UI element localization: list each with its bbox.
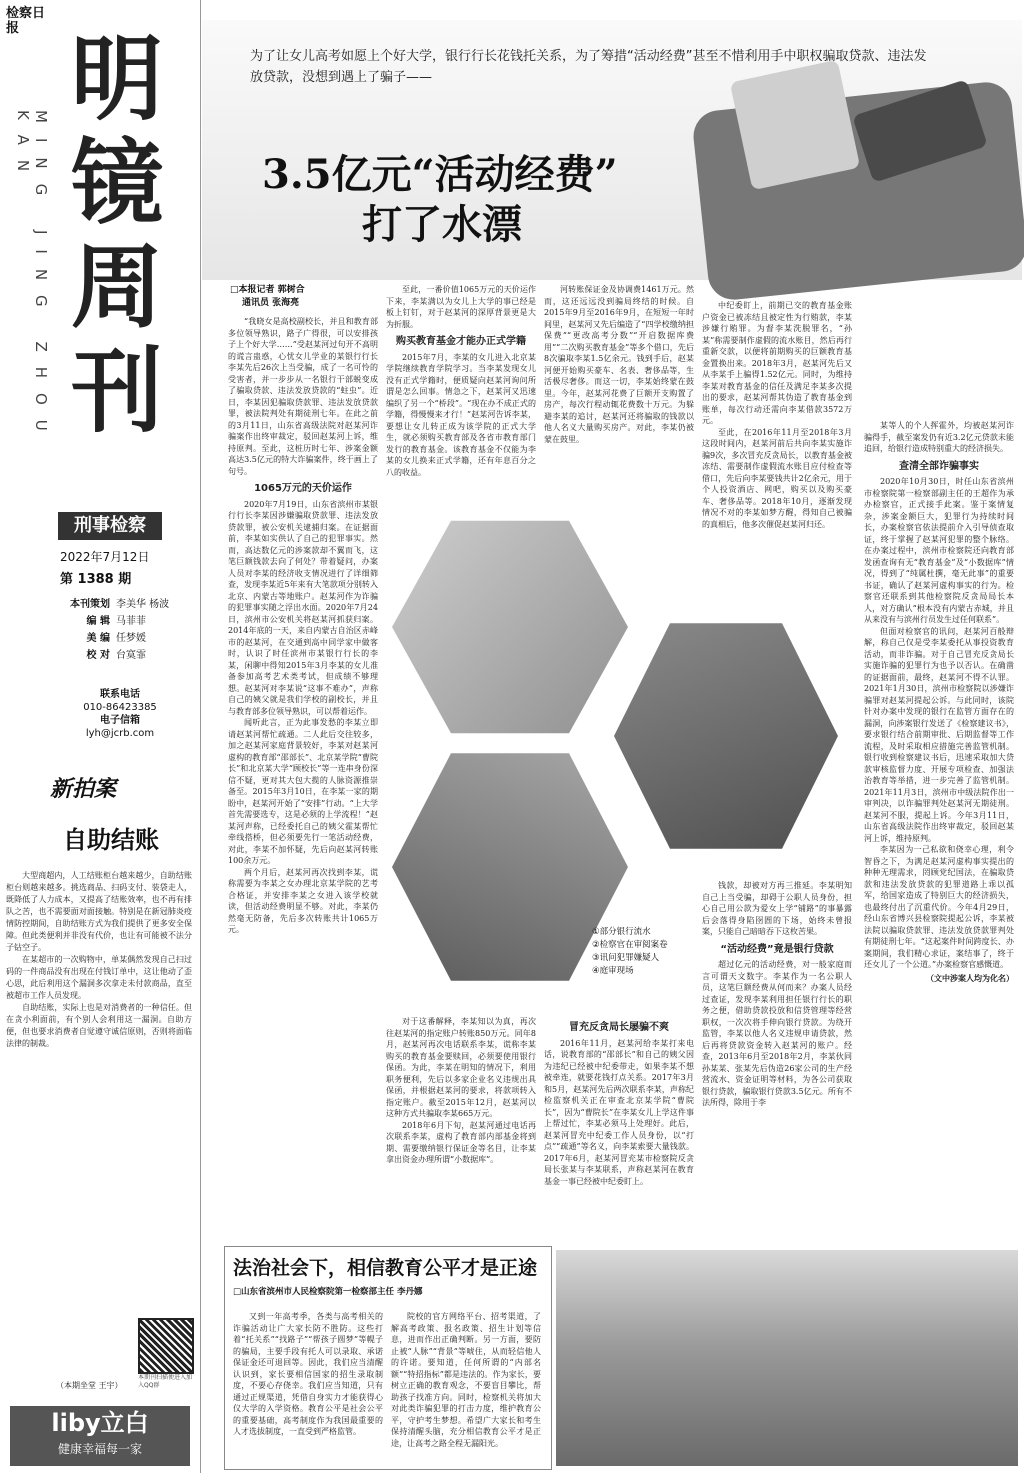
article-paragraph: 但面对检察官的讯问，赵某河百般辩解，称自己仅是受李某委托从事投资教育活动，而非诈骗。对于自己冒充反贪局长实施诈骗的犯罪行为也予以否认。在确凿的证据面前，最终，赵某河不得不认罪。2021年1月30日，滨州市检察院以涉嫌诈骗罪对赵某河提起公诉。与此同时，该院针对办案中发现的银行在监管方面存在的漏洞，向涉案银行发送了《检察建议书》，要求银行结合前期审批、后期监督等工作流程，及时采取相应措施完善监管机制。银行收到检察建议书后，迅速采取加大贷款审核监督力度、开展专项检查、加强法治教育等举措，进一步完善了监管机制。2021年11月3日，滨州市中级法院作出一审判决，以诈骗罪判处赵某河无期徒刑。赵某河不服，提起上诉。今年3月11日，山东省高级法院作出终审裁定，驳回赵某河上诉，维持原判。: [864, 626, 1014, 843]
contact-phone: 010-86423385: [83, 702, 157, 713]
caption-item: ②检察官在审阅案卷: [592, 940, 668, 950]
section-heading: 冒充反贪局长屡骗不爽: [569, 1022, 669, 1033]
credit-row: [40, 630, 190, 647]
photo-courtroom: [556, 1250, 1018, 1466]
article-column-3: [544, 284, 694, 504]
title-char-3: 周: [70, 234, 163, 341]
credit-value: 李美华 杨波: [116, 599, 170, 610]
article-paragraph: 2018年6月下旬，赵某河通过电话再次联系李某，虚构了教育部内部基金将到期、需要缴纳银行保证金等名目，让李某拿出资金办理所谓“小数据库”。: [386, 1120, 536, 1164]
commentary-column-b: [391, 1311, 541, 1461]
article-paragraph: 钱款，却被对方再三推延。李某明知自己上当受骗，却碍于公职人员身份，担心自己用公款为爱女上学“铺路”的事暴露后会落得身陷囹圄的下场，始终未曾报案，只能自己暗暗吞下这枚苦果。: [702, 881, 852, 936]
sidebar-story-body: [6, 870, 192, 1310]
masthead-pinyin: MING JING ZHOU KAN: [14, 110, 50, 446]
article-column-2-lower: [386, 1016, 536, 1246]
ad-brand: liby立白: [51, 1409, 149, 1437]
article-paragraph: 闻听此言，正为此事发愁的李某立即请赵某河帮忙疏通。二人此后交往较多，加之赵某河家庭背景较好，李某对赵某河虚构的教育部“邵部长”、北京某学院“曹院长”和北京某大学“顾校长”等一连串身份深信不疑，更对其大包大揽的人脉资源推崇备至。2015年3月10日，在李某一家的期盼中，赵某河开始了“安排”行动。“上大学首先需要选专，这是必须的上学流程！”赵某河声称，已经委托自己的姨父霍某帮忙牵线搭桥，但必须要先行一笔活动经费，对此，李某不加怀疑，先后向赵某河转账100余万元。: [228, 718, 378, 865]
title-char-4: 刊: [70, 338, 163, 445]
credit-row: [40, 613, 190, 630]
article-column-4: [702, 300, 852, 620]
photo-prosecutor-reviewing: [614, 616, 838, 856]
article-paragraph: 至此，在2016年11月至2018年3月这段时间内，赵某河前后共向李某实施诈骗9次，多次冒充反贪局长，以教育基金被冻结、需要制作虚假流水账目应付检查等借口，先后向李某要钱共计2亿余元，用于个人投资酒店、网吧，购买以及购买豪车、奢侈品等。2018年10月，逐渐发现情况不对的李某如梦方醒，得知自己被骗的真相后，他多次催促赵某河归还。: [702, 427, 852, 529]
credit-row: [40, 647, 190, 664]
commentary-column-a: [233, 1311, 383, 1461]
article-column-5: [864, 420, 1014, 1320]
credits: [40, 596, 190, 664]
ad-slogan: 健康幸福每一家: [57, 1442, 142, 1456]
headline-line-2: 打了水漂: [362, 201, 522, 248]
credit-key: 美 编: [86, 633, 110, 644]
new-case-badge: 新拍案: [50, 777, 117, 802]
byline-reporter: □本报记者 郭树合: [230, 285, 305, 295]
article-paragraph: 至此，一番价值1065万元的天价运作下来，李某满以为女儿上大学的事已经是板上钉钉，对于赵某河的深厚背景更是大为折服。: [386, 285, 536, 329]
contact-block: [60, 688, 180, 740]
article-paragraph: 2020年7月19日，山东省滨州市某银行行长李某因涉嫌骗取贷款罪、违法发放贷款罪，被公安机关逮捕归案。在证据面前，李某如实供认了自己的犯罪事实。然而，高达数亿元的涉案款却不翼而飞，这笔巨额钱款去向了何处？带着疑问，办案人员对李某的经济收支情况进行了详细筛查，发现李某近5年来有大笔款项分别转入北京、内蒙古等地账户。赵某河作为诈骗的犯罪事实随之浮出水面。2020年7月24日，滨州市公安机关将赵某河抓获归案。2014年底的一天，来自内蒙古自治区赤峰市的赵某河，在交通到高中同学家中做客时，认识了时任滨州市某银行行长的李某，闲聊中得知2015年3月李某的女儿准备参加高考艺术类考试，但成绩不够理想。赵某河对李某说“这事不难办”，声称自己的姨父就是我们学校的副校长，并且与教育部多位领导熟识，可以帮着运作。: [228, 499, 378, 716]
section-heading: 1065万元的天价运作: [254, 483, 352, 494]
article-paragraph: 某等人的个人挥霍外，均被赵某河诈骗得手，截至案发仍有近3.2亿元贷款未能追回，给银行造成特别重大的经济损失。: [864, 421, 1014, 453]
commentary-paragraph: 院校的官方网络平台、招考渠道，了解高考政策、报名政策、招生计划等信息，进而作出正确判断。另一方面，要防止被“人脉”“背景”等唬住，从而轻信他人的许诺。要知道，任何所谓的“内部名额”“特招指标”都是违法的。作为家长，要树立正确的教育观念，不要盲目攀比，帮助孩子找准方向。同时，检察机关将加大对此类诈骗犯罪的打击力度，维护教育公平，守护考生梦想。希望广大家长和考生保持清醒头脑，充分相信教育公平才是正途，让高考之路全程无漏阳光。: [391, 1312, 541, 1448]
sidebar: [0, 0, 201, 1473]
lead-deck: 为了让女儿高考如愿上个好大学，银行行长花钱托关系，为了筹措“活动经费”甚至不惜利用手中职权骗取贷款、违法发放贷款，没想到遇上了骗子——: [250, 49, 927, 85]
headline-line-1: 3.5亿元“活动经费”: [262, 151, 618, 198]
sidebar-byline: （本期坐堂 王宇）: [56, 1381, 123, 1390]
article-paragraph: 2015年7月，李某的女儿进入北京某学院继续教育学院学习。当李某发现女儿没有正式学籍时，便质疑向赵某河询问所谓是怎么回事。情急之下，赵某河又迅速编织了另一个“桥段”。“现在办不成正式的学籍，得慢慢来才行！”赵某河告诉李某，要想让女儿转正成为该学院的正式大学生，就必须购买教育部及各省市教育部门发行的教育基金。该教育基金不仅能为李某的女儿换来正式学籍，还有年息百分之八的收益。: [386, 352, 536, 477]
article-paragraph: 河转账保证金及协调费1461万元。然而，这还远远没到骗局终结的时候。自2015年9月至2016年9月，在短短一年时间里，赵某河又先后编造了“四学校缴纳担保费”“更改高考分数”“开启数据库费用”“二次购买教育基金”等多个借口，先后8次骗取李某1.5亿余元。钱到手后，赵某河便开始购买豪车、名表、奢侈品等，生活极尽奢侈。而这一切，李某始终蒙在鼓里。今年，赵某河花费了巨额开支购置了房产，每次行程动辄花费数十万元。为躲避李某的追讨，赵某河还将骗取的钱款以他人名义大量购买房产。对此，李某仍被蒙在鼓里。: [544, 285, 694, 444]
masthead-title: [42, 28, 192, 444]
article-paragraph: 2020年10月30日，时任山东省滨州市检察院第一检察部副主任的王超作为承办检察官，正式接手此案。鉴于案情复杂，涉案金额巨大，犯罪行为持续时间长，办案检察官依法提前介入引导侦查取证，终于掌握了赵某河犯罪的整个脉络。在办案过程中，滨州市检察院还向教育部发函查询有无“教育基金”及“小数据库”情况，得到了“纯属杜撰，毫无此事”的重要书证，确认了赵某河虚构事实的行为。检察官还联系到其他检察院反贪局局长本人，对方确认“根本没有内蒙古赤城，并且从来没有与滨州行员发生过任何联系”。: [864, 477, 1014, 624]
article-paragraph: 对于这番解释，李某知以为真，再次往赵某河的指定账户转账850万元。同年8月，赵某河再次电话联系李某，谎称李某购买的教育基金要赎回，必须要使用银行保函。为此，李某在明知的情况下，利用职务便利，先后以多家企业名义违规出具保函，并根据赵某河的要求，将款项转入指定账户。截至2015年12月，赵某河以这种方式共骗取李某665万元。: [386, 1017, 536, 1118]
credit-key: 本刊策划: [70, 599, 110, 610]
sidebar-paragraph: 在某超市的一次购物中，单某偶然发现自己扫过码的一件商品没有出现在付钱订单中，这让他动了歪心思，此后利用这个漏洞多次拿走未付款商品，直至被超市工作人员发现。: [6, 955, 192, 1000]
credit-row: [40, 596, 190, 613]
article-column-1: [228, 316, 378, 1242]
qr-note: 本期刊扫描便进入加入QQ群: [138, 1374, 193, 1389]
section-heading: “活动经费”竟是银行贷款: [720, 943, 834, 955]
article-column-4-lower: [702, 880, 852, 1246]
ad-banner: [10, 1406, 190, 1466]
sidebar-paragraph: 自助结账，实际上也是对消费者的一种信任。但在贪小利面前，有个别人会利用这一漏洞。自助方便，但也要求消费者自觉遵守诚信原则，否则将面临法律的制裁。: [6, 1003, 192, 1048]
email-label: 电子信箱: [100, 715, 140, 726]
commentary-paragraph: 又到一年高考季，各类与高考相关的诈骗活动让广大家长防不胜防。这些打着“托关系”“找路子”“帮孩子圆梦”等幌子的骗局，主要手段有托人可以录取、承诺保证金还可退回等。因此，我们应当清醒认识到，家长要相信国家的招生录取制度，不要心存侥幸。我们应当知道，只有通过正规渠道，凭借自身实力才能获得心仪大学的入学资格。教育公平是社会公平的重要基础，高考制度作为我国最重要的人才选拔制度，一直受到严格监管。: [233, 1312, 383, 1436]
article-column-2: [386, 284, 536, 514]
article-paragraph: 中纪委盯上，前期已交的教育基金账户资金已被冻结且被定性为行贿款，李某涉嫌行贿罪。为督李某洗脱罪名，“孙某”称需要制作虚假的流水账目，然后再行重新交款，以便将前期购买的巨额教育基金置换出来。2018年3月，赵某河先后又从李某手上骗得1.52亿元。同时，为维持李某对教育基金的信任及满足李某多次提出的要求，赵某河帮其伪造了教育基金到账单，每次行动还需向李某借款3572万元。: [702, 301, 852, 425]
byline-correspondent: 通讯员 张海亮: [242, 298, 300, 308]
commentary-title: 法治社会下，相信教育公平才是正途: [233, 1257, 538, 1279]
qr-code: [138, 1318, 194, 1374]
title-char-2: 镜: [70, 130, 163, 237]
title-char-1: 明: [70, 26, 163, 133]
section-heading: 查清全部诈骗事实: [899, 460, 979, 472]
section-badge: 刑事检察: [58, 512, 162, 540]
photo-captions: [592, 926, 702, 978]
caption-item: ③讯问犯罪嫌疑人: [592, 953, 660, 963]
article-column-3-lower: [544, 1016, 694, 1246]
credit-key: 编 辑: [86, 616, 110, 627]
issue-number: 第 1388 期: [60, 572, 132, 587]
photo-bank-statements: [392, 514, 628, 740]
commentary-author: □山东省滨州市人民检察院第一检察部主任 李丹娜: [233, 1287, 423, 1297]
article-paragraph: “我晓女是高校副校长，并且和教育部多位领导熟识，路子广得很，可以安排孩子上个好大学……”受赵某河过句开不高明的谎言蛊惑，心忧女儿学业的某银行行长李某先后26次上当受骗，成了一名可怜的受害者，并一步步从一名银行干部蜕变成了骗取贷款、违法发放贷款的“蛀虫”。近日，李某因犯骗取贷款罪、违法发放贷款罪，被法院判处有期徒刑七年。在此之前的3月11日，山东省高级法院对赵某河诈骗案作出终审裁定，驳回赵某河上诉，维持原判。至此，这桩历时七年、涉案金额高达3.5亿元的特大诈骗案件，终于画上了句号。: [228, 317, 378, 476]
credit-key: 校 对: [86, 650, 110, 661]
contact-email: lyh@jcrb.com: [85, 728, 155, 739]
credit-value: 任梦媛: [116, 633, 146, 644]
section-heading: 购买教育基金才能办正式学籍: [396, 336, 526, 347]
credit-value: 台寞霏: [116, 650, 146, 661]
article-paragraph: 2016年11月，赵某河给李某打来电话，说教育部的“邵部长”和自己的姨父因为违纪已经被中纪委带走，如果李某不想被牵连，就要花钱打点关系。2017年3月和5月，赵某河先后两次联系李某，声称纪检监察机关正在审查北京某学院“曹院长”，因为“曹院长”在李某女儿上学这件事上帮过忙，李某必须马上处理好。此后，赵某河冒充中纪委工作人员身份，以“打点”“疏通”等名义，向李某索要大量钱款。2017年6月，赵某河冒充某市检察院反贪局长张某与李某联系，声称赵某河在教育基金一事已经被中纪委盯上。: [544, 1038, 694, 1186]
article-paragraph: 李某因为一己私欲和侥幸心理，利令智昏之下，为满足赵某河虚构事实提出的种种无理需求，罔顾党纪国法，在骗取贷款和违法发放贷款的犯罪道路上乖以孤军，给国家造成了特别巨大的经济损失，也最终付出了沉重代价。今年4月29日，经山东省博兴县检察院提起公诉，李某被法院以骗取贷款罪、违法发放贷款罪判处有期徒刑七年。“这起案件时间跨度长、办案期间，我们精心求证，案结事了，终于还女儿了一个公道。”办案检察官感慨道。: [864, 845, 1014, 969]
sidebar-paragraph: 大型商超内，人工结账柜台越来越少，自助结账柜台则越来越多。挑选商品、扫码支付、装袋走人，既降低了人力成本，又提高了结账效率，也不再有排队之苦，也不需要面对面接触。特别是在新冠肺炎疫情防控期间，自助结账方式为我们提供了更多安全保障。但此类便利并非没有代价，也让有可能被不法分子钻空子。: [6, 871, 192, 952]
caption-item: ①部分银行流水: [592, 927, 651, 937]
lead-byline: [230, 284, 305, 310]
issue-date: 2022年7月12日: [60, 550, 150, 564]
contact-label: 联系电话: [100, 689, 140, 700]
caption-item: ④庭审现场: [592, 966, 634, 976]
article-paragraph: 超过亿元的活动经费，对一般家庭而言可谓天文数字。李某作为一名公职人员，这笔巨额经费从何而来？办案人员经过查证，发现李某利用担任银行行长的职务之便，借助贷款投放和信贷管理等经营职权，一次次将手伸向银行贷款。为绕开监管，李某以他人名义违规申请贷款，然后再将贷款资金转入赵某河的账户。经查，2013年6月至2018年2月，李某伙同孙某某、张某先后伪造26家公司的生产经营流水、资金证明等材料，为各公司获取银行贷款，骗取银行贷款3.5亿元。所有不法所得，除用于李: [702, 960, 852, 1107]
sidebar-story-title: 自助结账: [63, 825, 159, 854]
credit-value: 马菲菲: [116, 616, 146, 627]
article-paragraph: 两个月后，赵某河再次找到李某，谎称需要为李某之女办理北京某学院的艺考合格证，并安排李某之女进入该学校就读，但活动经费明显不够。对此，李某仍然毫无防备，先后多次转账共计1065万元。: [228, 867, 378, 934]
paper-logo: 检察日报: [6, 6, 46, 36]
commentary-box: [224, 1246, 552, 1470]
article-signoff: （文中涉案人均为化名）: [926, 972, 1014, 983]
